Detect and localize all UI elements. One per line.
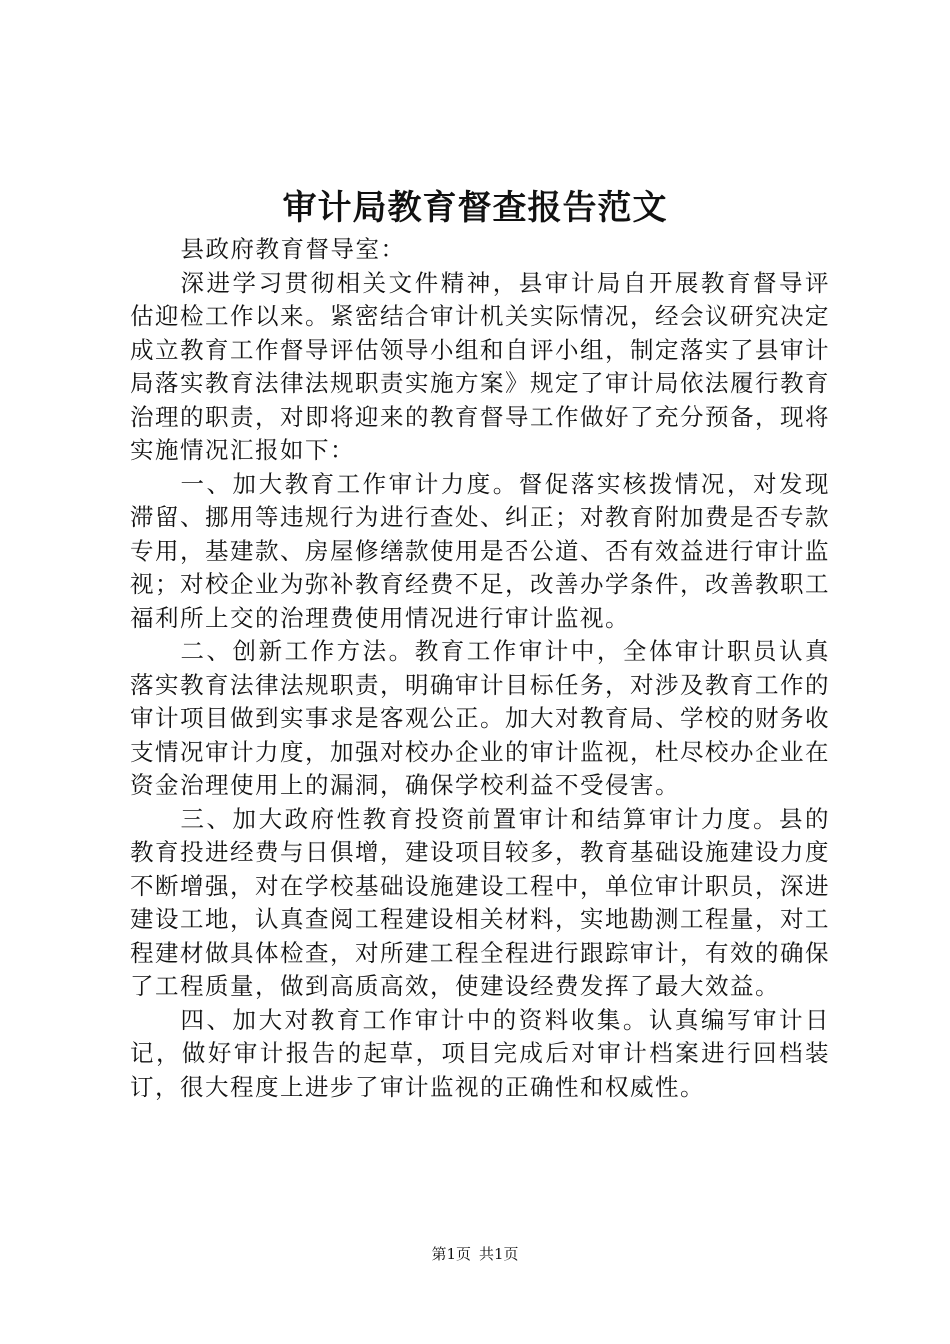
page-footer: [0, 1244, 950, 1264]
paragraph-section-1: 一、加大教育工作审计力度。督促落实核拨情况，对发现滞留、挪用等违规行为进行查处、纠正；对教育附加费是否专款专用，基建款、房屋修缮款使用是否公道、否有效益进行审计监视；对校企业为弥补教育经费不足，改善办学条件，改善教职工福利所上交的治理费使用情况进行审计监视。: [130, 469, 830, 632]
paragraph-section-3: 三、加大政府性教育投资前置审计和结算审计力度。县的教育投进经费与日俱增，建设项目较多，教育基础设施建设力度不断增强，对在学校基础设施建设工程中，单位审计职员，深进建设工地，认真查阅工程建设相关材料，实地勘测工程量，对工程建材做具体检查，对所建工程全程进行跟踪审计，有效的确保了工程质量，做到高质高效，使建设经费发挥了最大效益。: [130, 804, 830, 1000]
paragraph-section-4: 四、加大对教育工作审计中的资料收集。认真编写审计日记，做好审计报告的起草，项目完成后对审计档案进行回档装订，很大程度上进步了审计监视的正确性和权威性。: [130, 1005, 830, 1101]
paragraph-section-2: 二、创新工作方法。教育工作审计中，全体审计职员认真落实教育法律法规职责，明确审计目标任务，对涉及教育工作的审计项目做到实事求是客观公正。加大对教育局、学校的财务收支情况审计力度，加强对校办企业的审计监视，杜尽校办企业在资金治理使用上的漏洞，确保学校利益不受侵害。: [130, 637, 830, 799]
document-body: [130, 233, 830, 1104]
paragraph-intro: 深进学习贯彻相关文件精神，县审计局自开展教育督导评估迎检工作以来。紧密结合审计机关实际情况，经会议研究决定成立教育工作督导评估领导小组和自评小组，制定落实了县审计局落实教育法律法规职责实施方案》规定了审计局依法履行教育治理的职责，对即将迎来的教育督导工作做好了充分预备，现将实施情况汇报如下：: [130, 268, 830, 464]
salutation: 县政府教育督导室：: [180, 235, 406, 263]
document-title: 审计局教育督查报告范文: [282, 188, 668, 228]
page-total: 共1页: [479, 1245, 519, 1263]
page-number: 第1页: [431, 1245, 471, 1263]
